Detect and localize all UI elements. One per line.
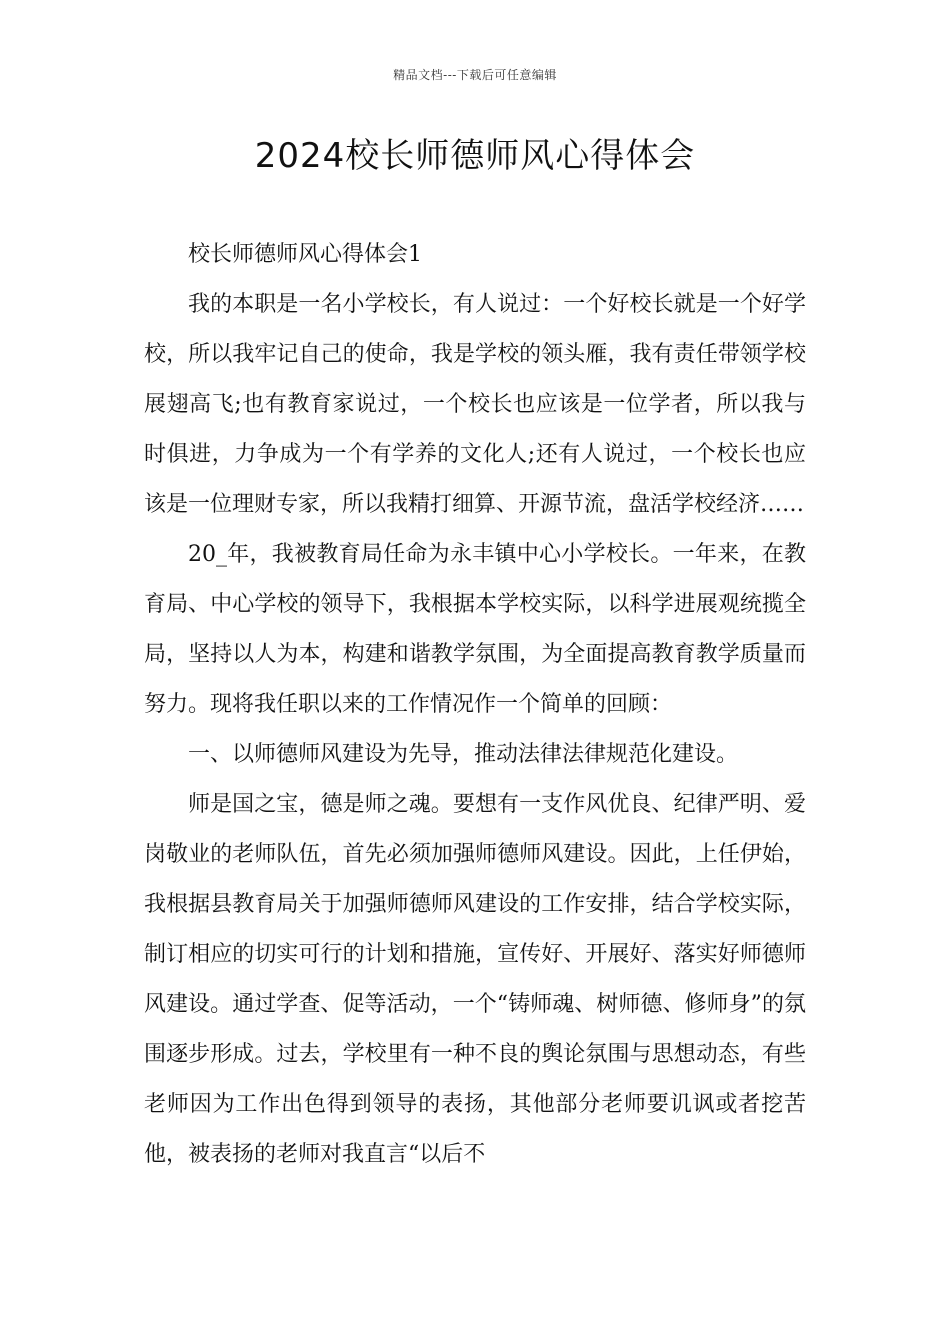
document-title: 2024校长师德师风心得体会 — [254, 136, 696, 176]
section-subheading: 一、以师德师风建设为先导，推动法律法律规范化建设。 — [188, 742, 739, 767]
body-paragraph: 我的本职是一名小学校长，有人说过：一个好校长就是一个好学校，所以我牢记自己的使命，我是学校的领头雁，我有责任带领学校展翅高飞;也有教育家说过，一个校长也应该是一位学者，所以我与时俱进，力争成为一个有学养的文化人;还有人说过，一个校长也应该是一位理财专家，所以我精打细算、开源节流，盘活学校经济…… — [144, 292, 806, 517]
document-body — [144, 230, 806, 1180]
section-heading: 校长师德师风心得体会1 — [188, 242, 422, 267]
body-paragraph: 20_年，我被教育局任命为永丰镇中心小学校长。一年来，在教育局、中心学校的领导下，我根据本学校实际，以科学进展观统揽全局，坚持以人为本，构建和谐教学氛围，为全面提高教育教学质量而努力。现将我任职以来的工作情况作一个简单的回顾： — [144, 542, 806, 717]
body-paragraph: 师是国之宝，德是师之魂。要想有一支作风优良、纪律严明、爱岗敬业的老师队伍，首先必须加强师德师风建设。因此，上任伊始，我根据县教育局关于加强师德师风建设的工作安排，结合学校实际，制订相应的切实可行的计划和措施，宣传好、开展好、落实好师德师风建设。通过学查、促等活动，一个“铸师魂、树师德、修师身”的氛围逐步形成。过去，学校里有一种不良的舆论氛围与思想动态，有些老师因为工作出色得到领导的表扬，其他部分老师要讥讽或者挖苦他，被表扬的老师对我直言“以后不 — [144, 792, 806, 1167]
header-note: 精品文档---下载后可任意编辑 — [393, 68, 557, 82]
